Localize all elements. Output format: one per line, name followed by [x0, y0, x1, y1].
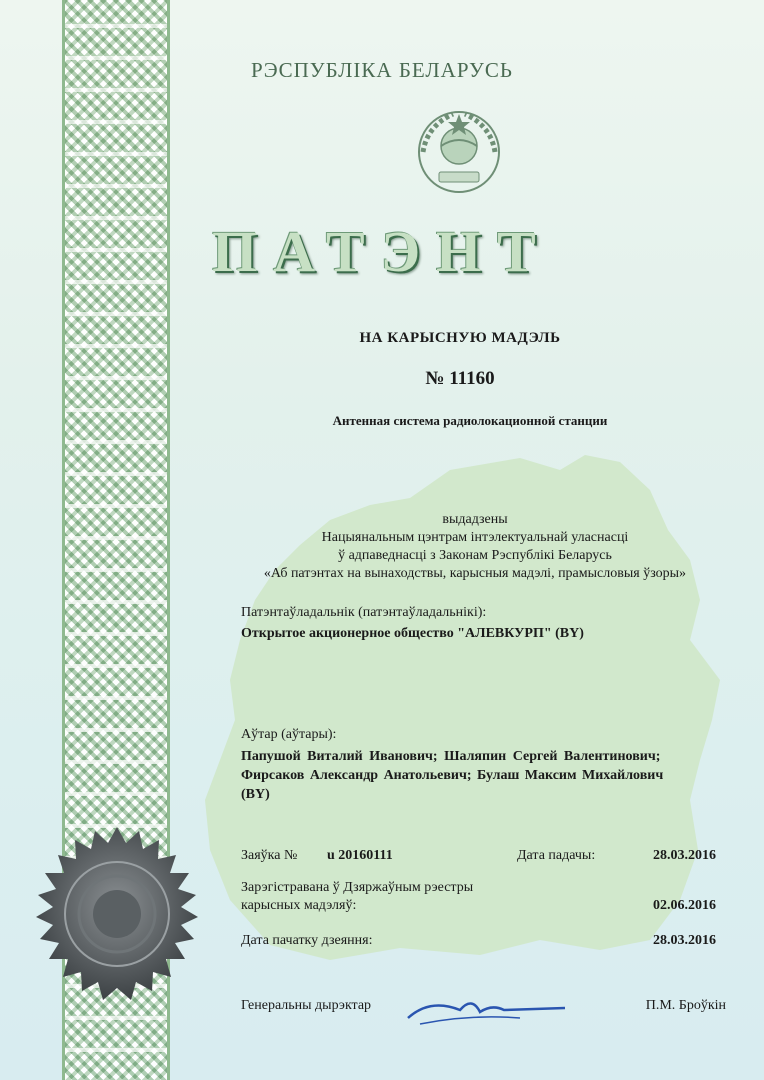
authors-line: (BY) — [241, 787, 270, 802]
registration-label: Зарэгістравана ў Дзяржаўным рэестры — [241, 880, 474, 895]
holder-label: Патэнтаўладальнік (патэнтаўладальнікі): — [241, 605, 487, 620]
issued-by-block — [230, 511, 720, 583]
application-number: u 20160111 — [327, 848, 393, 863]
authors-line: Папушой Виталий Иванович; Шаляпин Сергей Валентинович; — [241, 749, 661, 764]
holder-value: Открытое акционерное общество "АЛЕВКУРП" (BY) — [241, 626, 584, 641]
registration-label: карысных мадэляў: — [241, 898, 357, 913]
signature-mark — [400, 988, 570, 1028]
filing-date-label: Дата падачы: — [517, 848, 596, 863]
issued-line: выдадзены — [442, 512, 508, 527]
validity-label: Дата пачатку дзеяння: — [241, 933, 373, 948]
application-label: Заяўка № — [241, 848, 298, 863]
filing-date: 28.03.2016 — [653, 848, 716, 863]
invention-name: Антенная система радиолокационной станции — [332, 413, 608, 428]
republic-heading: РЭСПУБЛІКА БЕЛАРУСЬ — [251, 58, 513, 82]
authors-label: Аўтар (аўтары): — [241, 727, 337, 742]
patent-number: № 11160 — [425, 368, 495, 389]
issued-line: Нацыянальным цэнтрам інтэлектуальнай уласнасці — [321, 530, 629, 545]
validity-date: 28.03.2016 — [653, 933, 716, 948]
signatory-role: Генеральны дырэктар — [241, 998, 372, 1013]
issued-line: «Аб патэнтах на вынаходствы, карысныя мадэлі, прамысловыя ўзоры» — [263, 566, 687, 581]
state-emblem-icon — [413, 106, 505, 196]
signatory-name: П.М. Броўкін — [645, 998, 726, 1013]
authors-line: Фирсаков Александр Анатольевич; Булаш Максим Михайлович — [241, 768, 664, 783]
issued-line: ў адпаведнасці з Законам Рэспублікі Беларусь — [338, 548, 612, 563]
patent-type: НА КАРЫСНУЮ МАДЭЛЬ — [359, 330, 561, 346]
document-title: ПАТЭНТ — [212, 219, 552, 284]
registration-date: 02.06.2016 — [653, 898, 716, 913]
gold-seal-icon — [28, 825, 206, 1003]
